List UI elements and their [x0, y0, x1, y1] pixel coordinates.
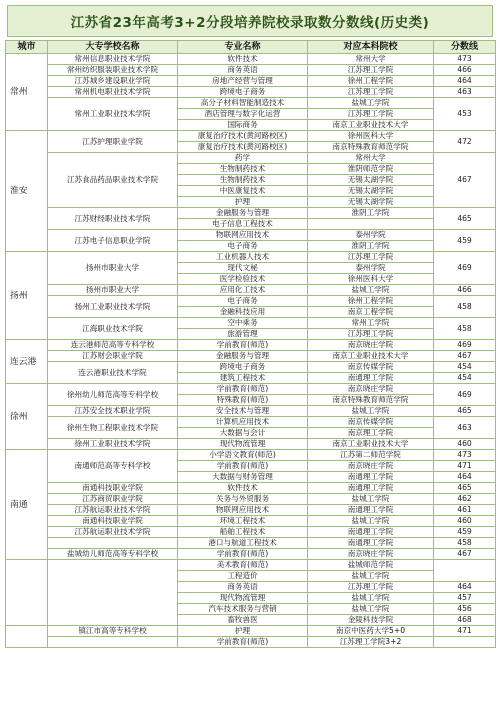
university-cell: 泰州学院	[308, 263, 434, 274]
score-cell: 467	[434, 153, 496, 208]
college-cell: 盐城幼儿师范高等专科学校	[48, 549, 178, 560]
major-cell: 环境工程技术	[178, 516, 308, 527]
college-cell: 江海职业技术学院	[48, 318, 178, 340]
major-cell: 现代物流管理	[178, 593, 308, 604]
score-cell: 458	[434, 296, 496, 318]
major-cell: 物联网应用技术	[178, 230, 308, 241]
table-row	[6, 340, 496, 351]
major-cell: 关务与外贸服务	[178, 494, 308, 505]
score-cell: 463	[434, 87, 496, 98]
university-cell: 南京工业职业技术大学	[308, 439, 434, 450]
major-cell: 金融科技应用	[178, 307, 308, 318]
score-cell: 460	[434, 516, 496, 527]
college-cell: 常州纺织服装职业技术学院	[48, 65, 178, 76]
college-cell: 江苏商贸职业学院	[48, 494, 178, 505]
university-cell: 南京传媒学院	[308, 362, 434, 373]
university-cell: 金陵科技学院	[308, 615, 434, 626]
university-cell: 徐州工程学院	[308, 76, 434, 87]
major-cell: 软件技术	[178, 483, 308, 494]
university-cell: 江苏理工学院	[308, 87, 434, 98]
city-cell: 扬州	[6, 252, 48, 340]
college-cell: 江苏财经职业技术学院	[48, 208, 178, 230]
university-cell: 盐城工学院	[308, 98, 434, 109]
table-row	[6, 230, 496, 241]
major-cell: 学前教育(师范)	[178, 340, 308, 351]
university-cell: 淮阴工学院	[308, 208, 434, 219]
university-cell: 盐城工学院	[308, 604, 434, 615]
major-cell: 商务英语	[178, 582, 308, 593]
college-cell: 常州信息职业技术学院	[48, 54, 178, 65]
major-cell: 建筑工程技术	[178, 373, 308, 384]
university-cell: 徐州医科大学	[308, 274, 434, 285]
table-row	[6, 65, 496, 76]
major-cell: 安全技术与管理	[178, 406, 308, 417]
university-cell: 江苏理工学院	[308, 252, 434, 263]
page-title: 江苏省23年高考3+2分段培养院校录取数分数线(历史类)	[7, 5, 493, 37]
university-cell: 泰州学院	[308, 230, 434, 241]
table-row	[6, 538, 496, 549]
score-cell: 465	[434, 406, 496, 417]
college-cell: 江苏电子信息职业学院	[48, 230, 178, 252]
table-row	[6, 252, 496, 263]
score-cell: 464	[434, 76, 496, 87]
university-cell: 无锡太湖学院	[308, 186, 434, 197]
major-cell: 物联网应用技术	[178, 505, 308, 516]
city-cell: 淮安	[6, 131, 48, 252]
score-cell: 473	[434, 54, 496, 65]
major-cell: 港口与航道工程技术	[178, 538, 308, 549]
university-cell: 南通理工学院	[308, 527, 434, 538]
score-cell: 456	[434, 604, 496, 615]
table-header-row	[6, 41, 496, 54]
major-cell: 生物制药技术	[178, 164, 308, 175]
header-major: 专业名称	[178, 41, 308, 54]
major-cell: 软件技术	[178, 54, 308, 65]
university-cell: 盐城工学院	[308, 494, 434, 505]
table-row	[6, 516, 496, 527]
university-cell: 无锡太湖学院	[308, 197, 434, 208]
table-row	[6, 362, 496, 373]
score-cell: 457	[434, 593, 496, 604]
major-cell: 商务英语	[178, 65, 308, 76]
university-cell: 南京晓庄学院	[308, 340, 434, 351]
university-cell: 盐城工学院	[308, 516, 434, 527]
city-cell: 连云港	[6, 340, 48, 384]
score-cell: 472	[434, 131, 496, 153]
table-body	[6, 54, 496, 648]
college-cell: 南通科技职业学院	[48, 516, 178, 527]
score-cell: 467	[434, 549, 496, 560]
score-cell: 458	[434, 318, 496, 340]
major-cell: 药学	[178, 153, 308, 164]
university-cell: 盐城工学院	[308, 571, 434, 582]
score-cell: 465	[434, 483, 496, 494]
university-cell: 南通理工学院	[308, 483, 434, 494]
college-cell	[48, 560, 178, 626]
score-cell: 468	[434, 615, 496, 626]
score-cell: 469	[434, 252, 496, 285]
table-row	[6, 505, 496, 516]
table-row	[6, 384, 496, 395]
major-cell: 国际商务	[178, 120, 308, 131]
city-cell	[6, 560, 48, 626]
score-cell: 459	[434, 230, 496, 252]
college-cell: 连云港职业技术学院	[48, 362, 178, 384]
major-cell: 生物制药技术	[178, 175, 308, 186]
college-cell	[48, 538, 178, 549]
university-cell: 淮阴工学院	[308, 241, 434, 252]
score-cell: 473	[434, 450, 496, 461]
score-cell: 464	[434, 582, 496, 593]
major-cell: 学前教育(师范)	[178, 637, 308, 648]
university-cell: 盐城工学院	[308, 406, 434, 417]
table-row	[6, 131, 496, 142]
college-cell: 江苏财会职业学院	[48, 351, 178, 362]
major-cell: 金融服务与管理	[178, 208, 308, 219]
university-cell: 南京工业职业技术大学	[308, 120, 434, 131]
major-cell: 美术教育(师范)	[178, 560, 308, 571]
table-row	[6, 549, 496, 560]
college-cell: 江苏航运职业技术学院	[48, 505, 178, 516]
table-row	[6, 637, 496, 648]
city-cell: 南通	[6, 450, 48, 560]
score-cell: 462	[434, 494, 496, 505]
major-cell: 旅游管理	[178, 329, 308, 340]
major-cell: 电子商务	[178, 241, 308, 252]
major-cell: 大数据与会计	[178, 428, 308, 439]
university-cell: 江苏理工学院	[308, 329, 434, 340]
major-cell: 电子信息工程技术	[178, 219, 308, 230]
major-cell: 房地产经营与管理	[178, 76, 308, 87]
major-cell: 空中乘务	[178, 318, 308, 329]
score-cell: 467	[434, 351, 496, 362]
major-cell: 中医康复技术	[178, 186, 308, 197]
score-cell	[434, 560, 496, 582]
admission-table	[5, 40, 496, 648]
score-cell: 461	[434, 505, 496, 516]
university-cell: 徐州工程学院	[308, 296, 434, 307]
score-cell: 459	[434, 527, 496, 538]
college-cell: 扬州市职业大学	[48, 252, 178, 285]
score-cell	[434, 637, 496, 648]
college-cell: 江苏城乡建设职业学院	[48, 76, 178, 87]
university-cell: 常州大学	[308, 153, 434, 164]
header-university: 对应本科院校	[308, 41, 434, 54]
university-cell: 南京传媒学院	[308, 417, 434, 428]
score-cell: 460	[434, 439, 496, 450]
score-cell: 469	[434, 340, 496, 351]
table-row	[6, 406, 496, 417]
university-cell: 南京工业职业技术大学	[308, 351, 434, 362]
major-cell: 学前教育(师范)	[178, 384, 308, 395]
page	[5, 5, 495, 708]
table-row	[6, 285, 496, 296]
major-cell: 特殊教育(师范)	[178, 395, 308, 406]
college-cell: 常州工业职业技术学院	[48, 98, 178, 131]
score-cell: 454	[434, 362, 496, 373]
college-cell: 镇江市高等专科学校	[48, 626, 178, 637]
major-cell: 小学语文教育(师范)	[178, 450, 308, 461]
university-cell: 徐州医科大学	[308, 131, 434, 142]
score-cell: 471	[434, 626, 496, 637]
score-cell: 458	[434, 538, 496, 549]
city-cell: 常州	[6, 54, 48, 131]
score-cell: 471	[434, 461, 496, 472]
university-cell: 南通理工学院	[308, 505, 434, 516]
major-cell: 学前教育(师范)	[178, 461, 308, 472]
header-college: 大专学校名称	[48, 41, 178, 54]
university-cell: 南通理工学院	[308, 472, 434, 483]
score-cell: 465	[434, 208, 496, 230]
header-city: 城市	[6, 41, 48, 54]
major-cell: 康复治疗技术(黄河路校区)	[178, 142, 308, 153]
major-cell: 畜牧兽医	[178, 615, 308, 626]
city-cell: 徐州	[6, 384, 48, 450]
major-cell: 计算机应用技术	[178, 417, 308, 428]
college-cell: 南通师范高等专科学校	[48, 450, 178, 483]
major-cell: 现代文秘	[178, 263, 308, 274]
university-cell	[308, 219, 434, 230]
major-cell: 船舶工程技术	[178, 527, 308, 538]
university-cell: 南京特殊教育师范学院	[308, 142, 434, 153]
college-cell: 徐州工业职业技术学院	[48, 439, 178, 450]
major-cell: 医学检验技术	[178, 274, 308, 285]
university-cell: 南京晓庄学院	[308, 384, 434, 395]
major-cell: 大数据与财务管理	[178, 472, 308, 483]
table-row	[6, 54, 496, 65]
major-cell: 酒店管理与数字化运营	[178, 109, 308, 120]
college-cell: 江苏安全技术职业学院	[48, 406, 178, 417]
university-cell: 南京工程学院	[308, 307, 434, 318]
major-cell: 现代物流管理	[178, 439, 308, 450]
college-cell: 南通科技职业学院	[48, 483, 178, 494]
major-cell: 高分子材料智能制造技术	[178, 98, 308, 109]
score-cell: 466	[434, 65, 496, 76]
table-row	[6, 153, 496, 164]
university-cell: 常州工学院	[308, 318, 434, 329]
major-cell: 跨境电子商务	[178, 87, 308, 98]
major-cell: 汽车技术服务与营销	[178, 604, 308, 615]
table-row	[6, 494, 496, 505]
table-row	[6, 98, 496, 109]
table-row	[6, 450, 496, 461]
university-cell: 南京特殊教育师范学院	[308, 395, 434, 406]
university-cell: 南京中医药大学5+0	[308, 626, 434, 637]
major-cell: 跨境电子商务	[178, 362, 308, 373]
college-cell: 扬州工业职业技术学院	[48, 296, 178, 318]
major-cell: 工程造价	[178, 571, 308, 582]
major-cell: 康复治疗技术(黄河路校区)	[178, 131, 308, 142]
university-cell: 江苏第二师范学院	[308, 450, 434, 461]
major-cell: 护理	[178, 197, 308, 208]
major-cell: 工业机器人技术	[178, 252, 308, 263]
score-cell: 454	[434, 373, 496, 384]
college-cell: 江苏食品药品职业技术学院	[48, 153, 178, 208]
major-cell: 金融服务与管理	[178, 351, 308, 362]
score-cell: 469	[434, 384, 496, 406]
university-cell: 淮阴师范学院	[308, 164, 434, 175]
score-cell: 466	[434, 285, 496, 296]
table-row	[6, 560, 496, 571]
table-row	[6, 208, 496, 219]
university-cell: 盐城师范学院	[308, 560, 434, 571]
university-cell: 江苏理工学院	[308, 582, 434, 593]
college-cell	[48, 637, 178, 648]
header-score: 分数线	[434, 41, 496, 54]
major-cell: 应用化工技术	[178, 285, 308, 296]
university-cell: 盐城工学院	[308, 593, 434, 604]
university-cell: 常州大学	[308, 54, 434, 65]
college-cell: 徐州生物工程职业技术学院	[48, 417, 178, 439]
city-cell	[6, 626, 48, 648]
university-cell: 南京理工学院	[308, 428, 434, 439]
major-cell: 护理	[178, 626, 308, 637]
college-cell: 江苏护理职业学院	[48, 131, 178, 153]
table-row	[6, 318, 496, 329]
table-row	[6, 626, 496, 637]
score-cell: 453	[434, 98, 496, 131]
college-cell: 常州机电职业技术学院	[48, 87, 178, 98]
university-cell: 南京晓庄学院	[308, 549, 434, 560]
university-cell: 盐城工学院	[308, 285, 434, 296]
college-cell: 扬州市职业大学	[48, 285, 178, 296]
table-row	[6, 527, 496, 538]
major-cell: 学前教育(师范)	[178, 549, 308, 560]
college-cell: 江苏航运职业技术学院	[48, 527, 178, 538]
table-row	[6, 483, 496, 494]
major-cell: 电子商务	[178, 296, 308, 307]
table-row	[6, 87, 496, 98]
college-cell: 连云港师范高等专科学校	[48, 340, 178, 351]
table-row	[6, 417, 496, 428]
college-cell: 徐州幼儿师范高等专科学校	[48, 384, 178, 406]
table-row	[6, 351, 496, 362]
table-row	[6, 439, 496, 450]
table-row	[6, 296, 496, 307]
university-cell: 南通理工学院	[308, 373, 434, 384]
university-cell: 江苏理工学院3+2	[308, 637, 434, 648]
score-cell: 464	[434, 472, 496, 483]
score-cell: 463	[434, 417, 496, 439]
university-cell: 南京晓庄学院	[308, 461, 434, 472]
university-cell: 江苏理工学院	[308, 65, 434, 76]
university-cell: 江苏理工学院	[308, 109, 434, 120]
university-cell: 无锡太湖学院	[308, 175, 434, 186]
table-row	[6, 76, 496, 87]
university-cell: 南通理工学院	[308, 538, 434, 549]
